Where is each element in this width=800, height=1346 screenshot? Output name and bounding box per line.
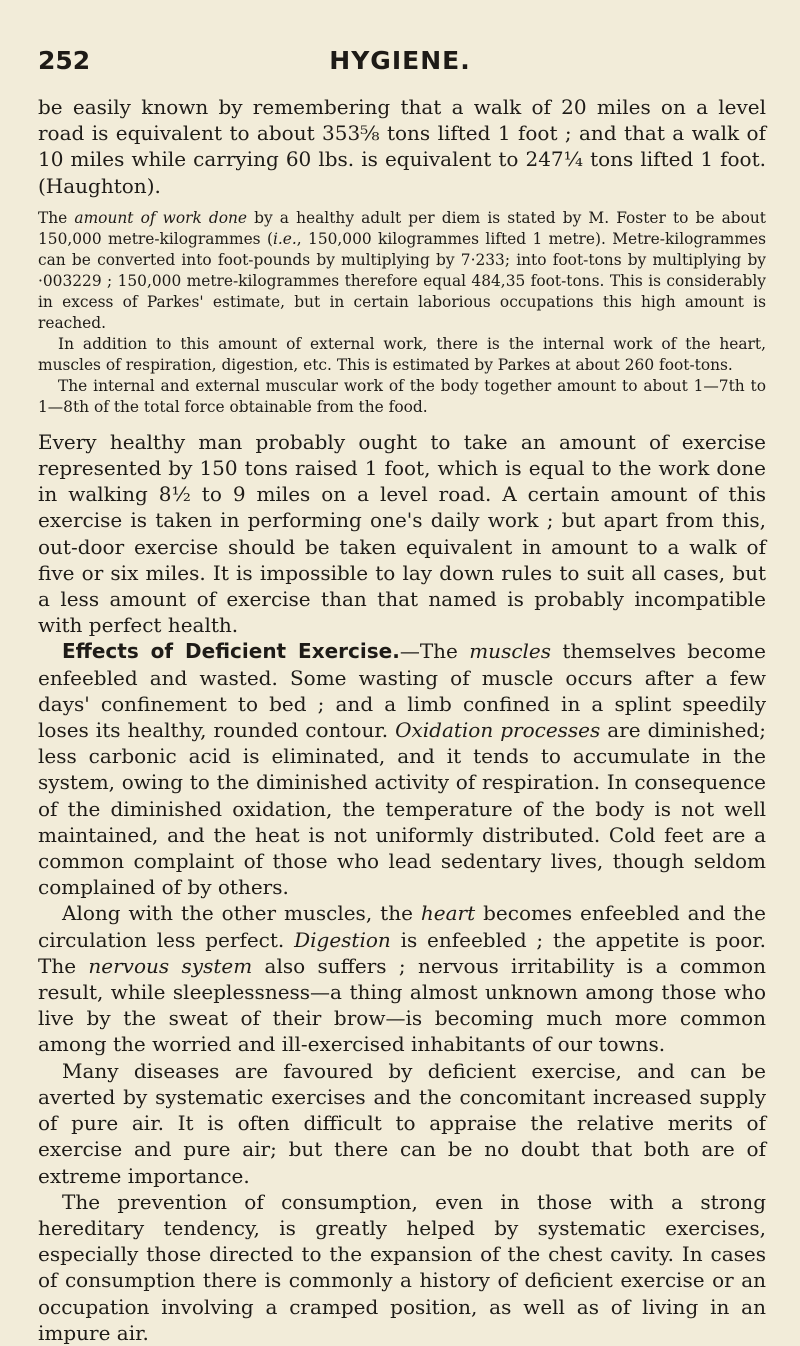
note-paragraph-1 (38, 208, 766, 334)
emphasis: nervous system (88, 953, 253, 978)
text-run: is enfeebled ; the appetite is poor. The (38, 927, 766, 978)
emphasis: heart (420, 901, 476, 926)
page-number: 252 (38, 46, 91, 75)
body-text (38, 94, 766, 1346)
emphasis: amount of work done (74, 208, 248, 227)
small-print-note (38, 208, 766, 418)
text-run: , 150,000 kilogrammes lifted 1 metre). Metre-kilogrammes can be converted into foot-pounds by multiplying by 7·233; into foot-tons by multiplying by ·003229 ; 150,000 metre-kilogrammes therefore equal 484,35 foot-tons. This is considerably in excess of Parkes' estimate, but in certain laborious occupations this high amount is reached. (38, 229, 766, 332)
paragraph-1: be easily known by remembering that a walk of 20 miles on a level road is equivalent to about 353⅝ tons lifted 1 foot ; and that a walk of 10 miles while carrying 60 lbs. is equivalent to 247¼ tons lifted 1 foot. (Haughton). (38, 95, 766, 198)
text-run: —The (399, 639, 470, 664)
emphasis: Digestion (294, 927, 391, 952)
emphasis: Oxidation processes (395, 718, 601, 743)
paragraph-2: Every healthy man probably ought to take an amount of exercise represented by 150 tons raised 1 foot, which is equal to the work done in walking 8½ to 9 miles on a level road. A certain amount of this exercise is taken in performing one's daily work ; but apart from this, out-door exercise should be taken equivalent in amount to a walk of five or six miles. It is impossible to lay down rules to suit all cases, but a less amount of exercise than that named is probably incompatible with perfect health. (38, 429, 766, 638)
text-run: Along with the other muscles, the (62, 901, 421, 926)
text-run: themselves become enfeebled and wasted. Some wasting of muscle occurs after a few days' confinement to bed ; and a limb confined in a splint speedily loses its healthy, rounded contour. (38, 639, 766, 743)
text-run: are diminished; less carbonic acid is eliminated, and it tends to accumulate in the system, owing to the diminished activity of respiration. In consequence of the diminished oxidation, the temperature of the body is not well maintained, and the heat is not uniformly distributed. Cold feet are a common complaint of those who lead sedentary lives, though seldom complained of by others. (38, 718, 766, 900)
page-header (0, 46, 800, 86)
text-run: The (38, 208, 75, 227)
section-heading: Effects of Deficient Exercise. (62, 639, 400, 664)
paragraph-3 (38, 638, 766, 900)
paragraph-6: The prevention of consumption, even in those with a strong hereditary tendency, is greatly helped by systematic exercises, especially those directed to the expansion of the chest cavity. In cases of consumption there is commonly a history of deficient exercise or an occupation involving a cramped position, as well as of living in an impure air. (38, 1189, 766, 1345)
note-paragraph-2: In addition to this amount of external work, there is the internal work of the heart, muscles of respiration, digestion, etc. This is estimated by Parkes at about 260 foot-tons. (38, 334, 766, 374)
emphasis: muscles (469, 639, 552, 664)
text-run: also suffers ; nervous irritability is a common result, while sleeplessness—a thing almost unknown among those who live by the sweat of their brow—is becoming much more common among the worried and ill-exercised inhabitants of our towns. (38, 953, 766, 1057)
paragraph-5: Many diseases are favoured by deficient exercise, and can be averted by systematic exercises and the concomitant increased supply of pure air. It is often difficult to appraise the relative merits of exercise and pure air; but there can be no doubt that both are of extreme importance. (38, 1058, 766, 1188)
note-paragraph-3: The internal and external muscular work of the body together amount to about 1—7th to 1—8th of the total force obtainable from the food. (38, 376, 766, 416)
running-title: HYGIENE. (329, 46, 471, 75)
text-run: by a healthy adult per diem is stated by M. Foster to be about 150,000 metre-kilogrammes ( (38, 208, 766, 248)
paragraph-4 (38, 900, 766, 1057)
emphasis: i.e. (272, 229, 297, 248)
text-run: becomes enfeebled and the circulation less perfect. (38, 901, 767, 952)
